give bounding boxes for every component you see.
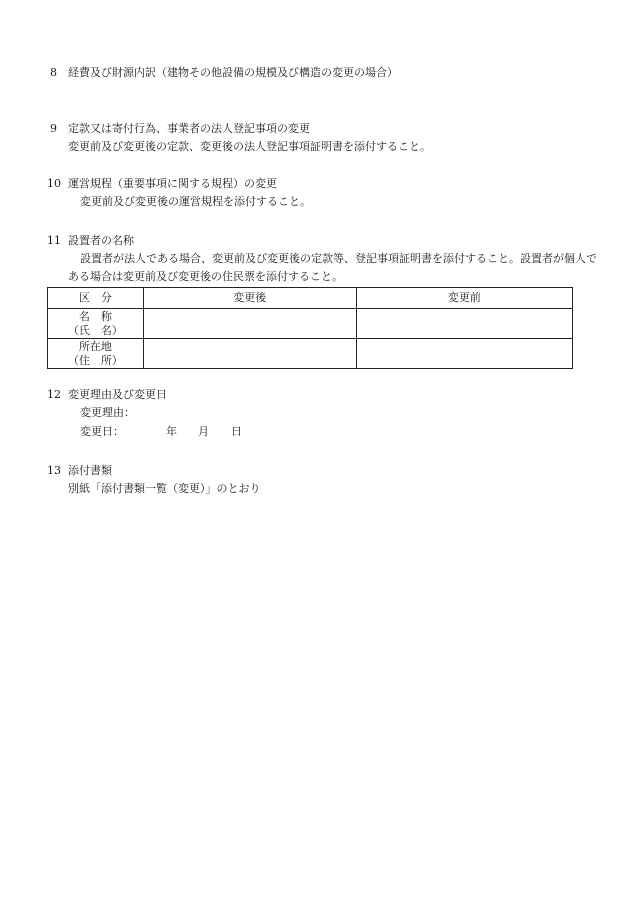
section-10-number: 10 xyxy=(47,177,61,190)
row-label-address xyxy=(48,339,144,369)
change-date-year: 年 xyxy=(166,425,177,438)
row-label-name-line-1: 名 称 xyxy=(78,309,112,323)
row-label-address-line-1: 所在地 xyxy=(78,339,112,353)
founder-change-table xyxy=(47,287,573,369)
section-9-number: 9 xyxy=(50,122,57,135)
section-11-body-line-1: 設置者が法人である場合、変更前及び変更後の定款等、登記事項証明書を添付すること。設置者が個人で xyxy=(80,252,597,265)
table-row-address xyxy=(48,339,573,369)
section-13-title: 添付書類 xyxy=(68,464,112,477)
section-11-body-line-2: ある場合は変更前及び変更後の住民票を添付すること。 xyxy=(68,270,343,283)
section-10-body: 変更前及び変更後の運営規程を添付すること。 xyxy=(80,195,311,208)
section-13-body: 別紙「添付書類一覧（変更）」のとおり xyxy=(68,482,261,495)
section-11-number: 11 xyxy=(47,234,61,247)
header-after-change: 変更後 xyxy=(143,288,356,309)
cell-name-before xyxy=(356,309,572,339)
section-9-body: 変更前及び変更後の定款、変更後の法人登記事項証明書を添付すること。 xyxy=(68,140,431,153)
row-label-address-line-2: （住 所） xyxy=(67,353,123,367)
section-11-title: 設置者の名称 xyxy=(68,234,134,247)
section-8-number: 8 xyxy=(50,66,57,79)
change-date-month: 月 xyxy=(198,425,209,438)
cell-name-after xyxy=(143,309,356,339)
change-reason-label: 変更理由： xyxy=(80,406,135,419)
section-13-number: 13 xyxy=(47,464,61,477)
section-9-title: 定款又は寄付行為、事業者の法人登記事項の変更 xyxy=(68,122,310,135)
row-label-name-line-2: （氏 名） xyxy=(67,323,123,337)
cell-address-after xyxy=(143,339,356,369)
section-12-number: 12 xyxy=(47,388,61,401)
table-row-name xyxy=(48,309,573,339)
change-date-day: 日 xyxy=(231,425,242,438)
header-category: 区 分 xyxy=(48,288,144,309)
change-date-label: 変更日： xyxy=(80,425,124,438)
section-8-title: 経費及び財源内訳（建物その他設備の規模及び構造の変更の場合） xyxy=(68,66,398,79)
section-10-title: 運営規程（重要事項に関する規程）の変更 xyxy=(68,177,277,190)
table-header-row xyxy=(48,288,573,309)
row-label-name xyxy=(48,309,144,339)
section-12-title: 変更理由及び変更日 xyxy=(68,388,167,401)
cell-address-before xyxy=(356,339,572,369)
header-before-change: 変更前 xyxy=(356,288,572,309)
